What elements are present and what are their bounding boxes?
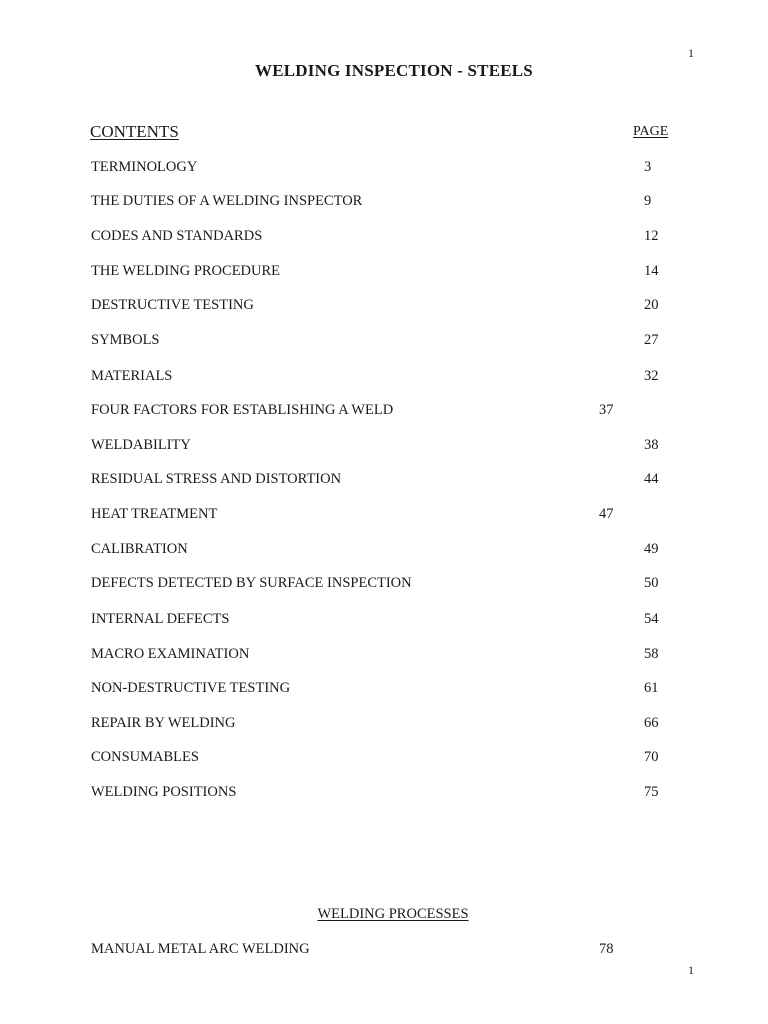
toc-entry-label: CALIBRATION [91,541,188,557]
toc-row [0,228,768,248]
toc-row [0,784,768,804]
contents-heading: CONTENTS [90,122,179,141]
toc-row [0,541,768,561]
toc-row [0,368,768,388]
toc-row [0,193,768,213]
toc-entry-page: 61 [644,680,659,696]
toc-entry-label: WELDABILITY [91,437,191,453]
toc-row [0,611,768,631]
toc-entry-label: MATERIALS [91,368,173,384]
toc-row [0,749,768,769]
toc-row [0,332,768,352]
toc-row [0,715,768,735]
toc-entry-page: 54 [644,611,659,627]
toc-entry-page: 37 [599,402,614,418]
toc-entry-page: 38 [644,437,659,453]
toc-entry-label: DEFECTS DETECTED BY SURFACE INSPECTION [91,575,412,591]
toc-entry-page: 78 [599,941,614,957]
toc-entry-page: 66 [644,715,659,731]
toc-entry-page: 75 [644,784,659,800]
toc-row [0,471,768,491]
toc-entry-label: INTERNAL DEFECTS [91,611,230,627]
toc-entry-page: 14 [644,263,659,279]
toc-entry-label: CODES AND STANDARDS [91,228,263,244]
toc-row [0,506,768,526]
toc-entry-label: REPAIR BY WELDING [91,715,236,731]
toc-entry-label: MANUAL METAL ARC WELDING [91,941,310,957]
toc-entry-label: HEAT TREATMENT [91,506,218,522]
page-number-top: 1 [688,46,694,60]
toc-entry-label: DESTRUCTIVE TESTING [91,297,254,313]
toc-entry-label: MACRO EXAMINATION [91,646,250,662]
toc-entry-page: 49 [644,541,659,557]
toc-entry-label: FOUR FACTORS FOR ESTABLISHING A WELD [91,402,394,418]
toc-entry-page: 3 [644,159,652,175]
toc-row [0,680,768,700]
toc-entry-label: THE WELDING PROCEDURE [91,263,281,279]
toc-entry-page: 9 [644,193,652,209]
toc-entry-page: 12 [644,228,659,244]
toc-entry-page: 47 [599,506,614,522]
toc-entry-label: NON-DESTRUCTIVE TESTING [91,680,291,696]
toc-entry-label: CONSUMABLES [91,749,199,765]
toc-entry-label: TERMINOLOGY [91,159,198,175]
toc-entry-label: SYMBOLS [91,332,160,348]
toc-row [0,297,768,317]
toc-row [0,437,768,457]
toc-row [0,941,768,961]
page-number-bottom: 1 [688,963,694,977]
toc-entry-page: 58 [644,646,659,662]
toc-row [0,402,768,422]
toc-entry-page: 44 [644,471,659,487]
toc-row [0,646,768,666]
toc-row [0,575,768,595]
toc-entry-page: 70 [644,749,659,765]
toc-entry-page: 50 [644,575,659,591]
toc-entry-page: 20 [644,297,659,313]
toc-entry-page: 32 [644,368,659,384]
toc-entry-label: RESIDUAL STRESS AND DISTORTION [91,471,342,487]
page-column-heading: PAGE [633,124,669,139]
toc-row [0,159,768,179]
toc-entry-label: WELDING POSITIONS [91,784,237,800]
toc-entry-page: 27 [644,332,659,348]
toc-row [0,263,768,283]
section-heading: WELDING PROCESSES [317,906,469,922]
toc-entry-label: THE DUTIES OF A WELDING INSPECTOR [91,193,363,209]
document-title: WELDING INSPECTION - STEELS [255,61,533,80]
